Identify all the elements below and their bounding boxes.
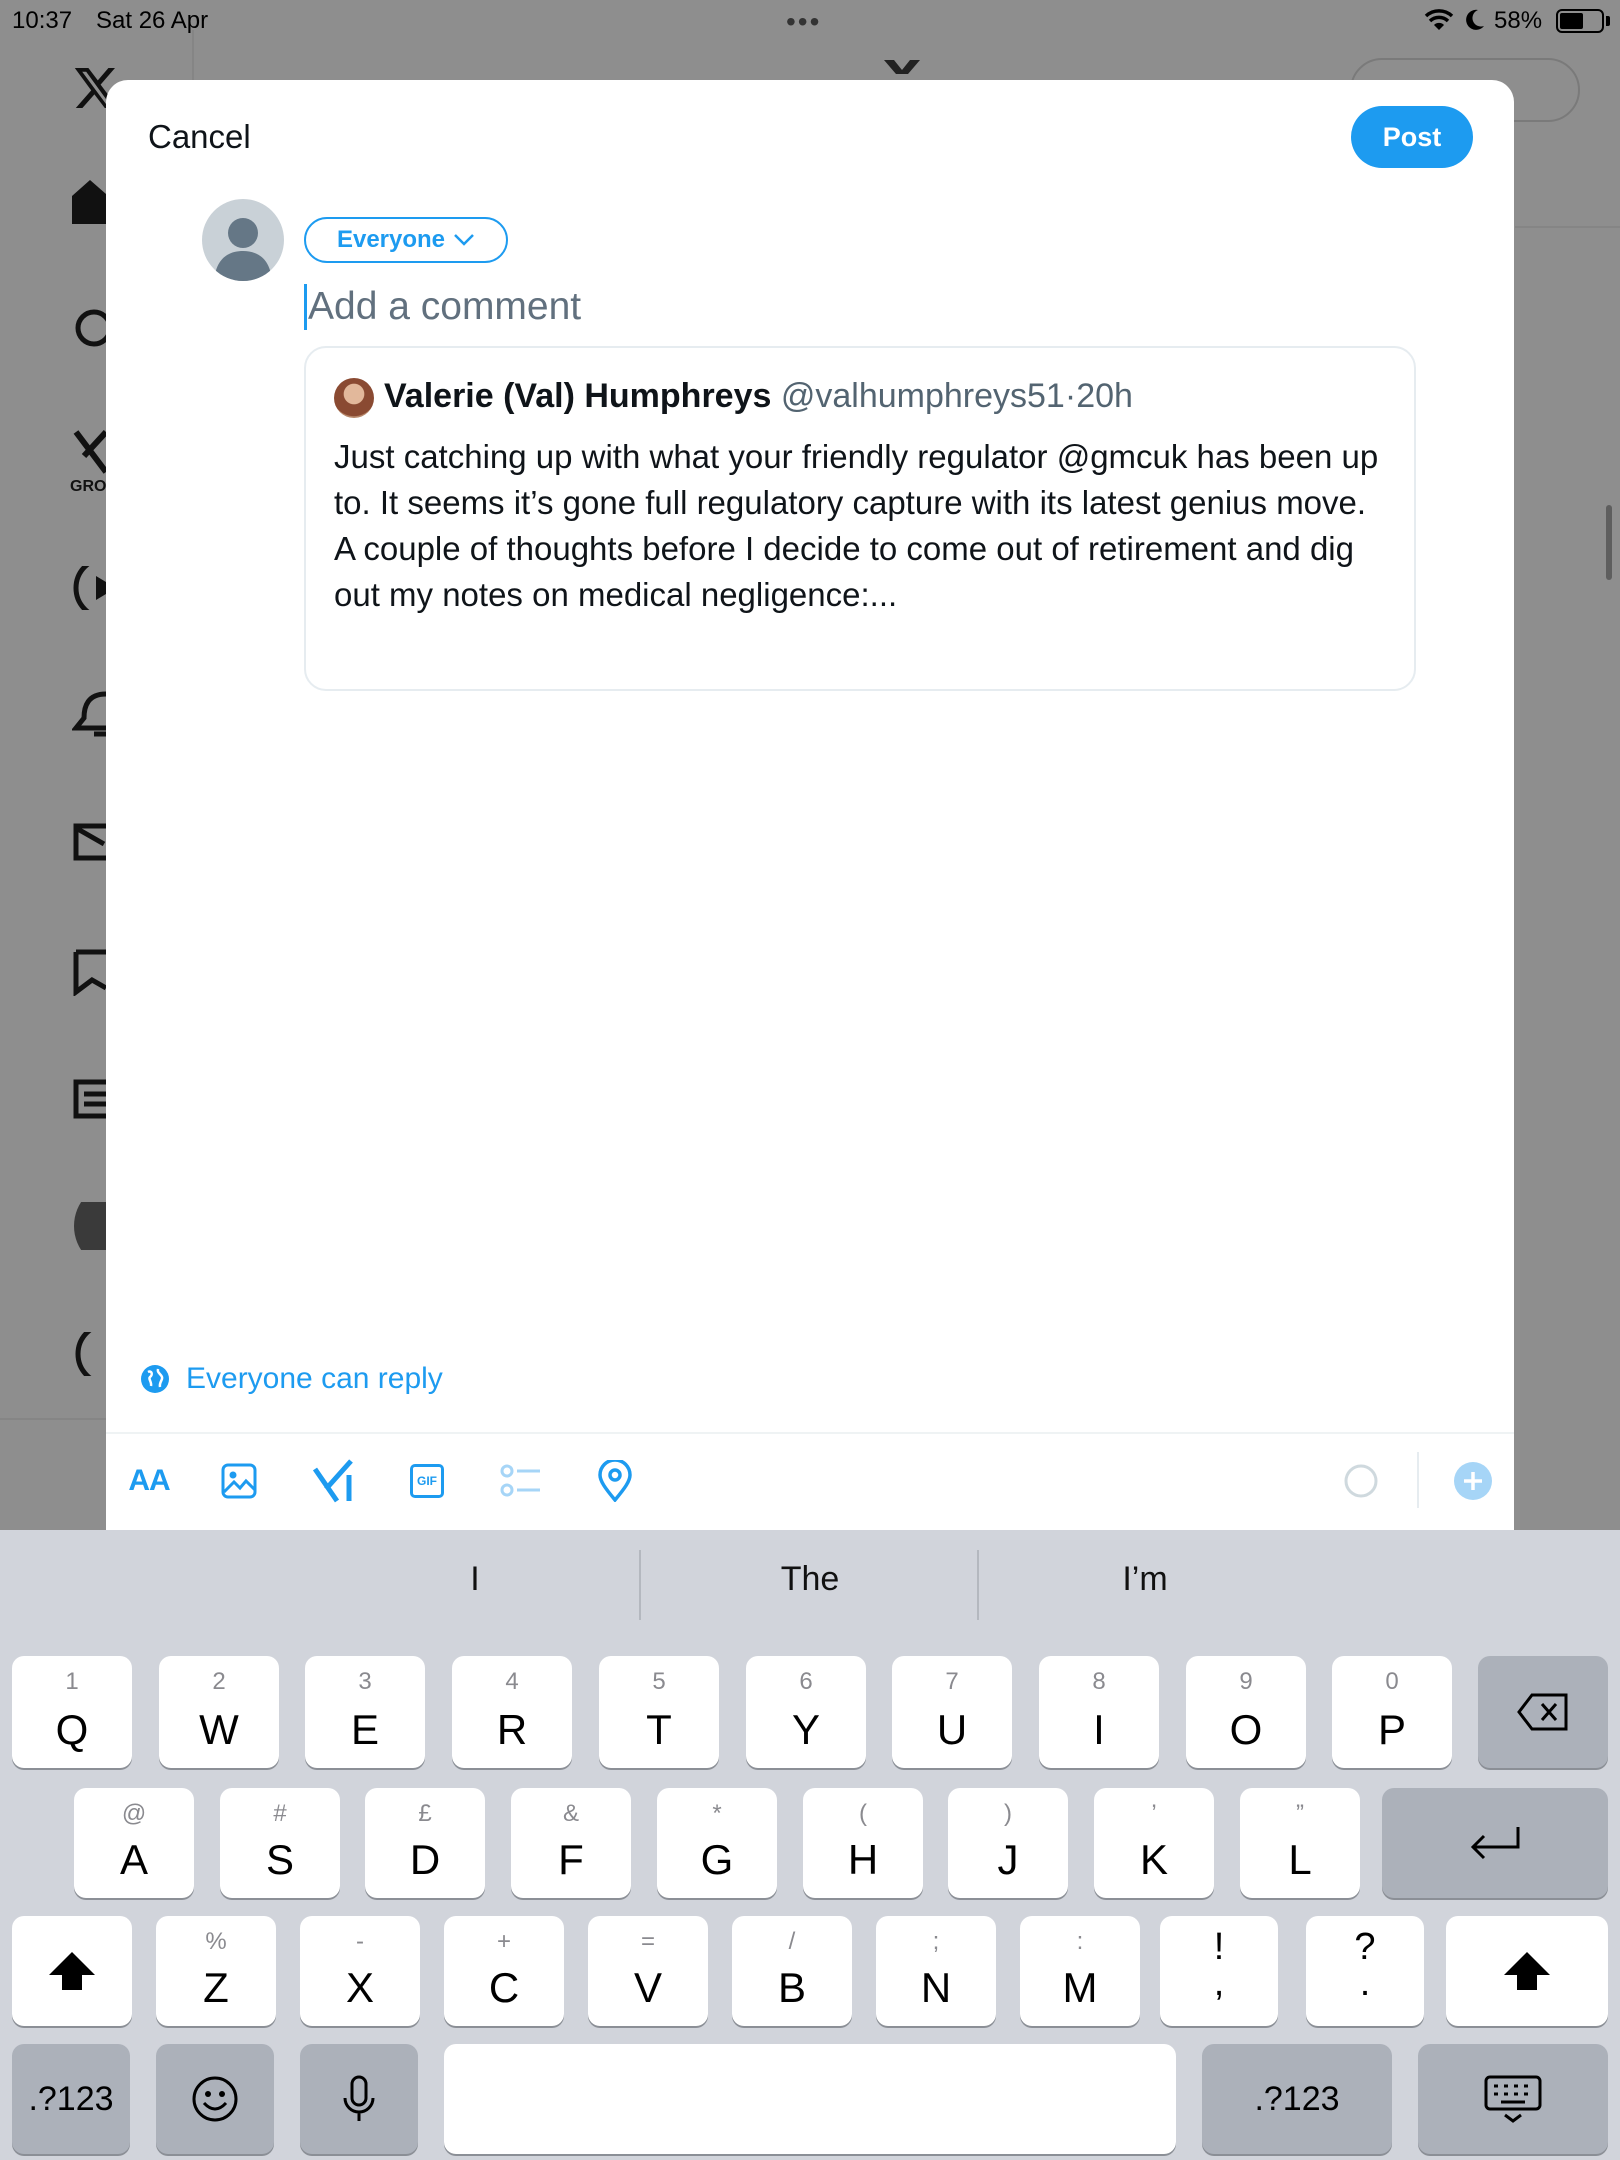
key-hint: 2 — [212, 1668, 226, 1695]
battery-nub — [1606, 16, 1610, 26]
shift-icon — [46, 1949, 98, 1993]
multitasking-dots[interactable]: ••• — [786, 6, 822, 37]
key-a[interactable] — [74, 1788, 194, 1898]
home-icon — [72, 178, 106, 224]
avatar[interactable] — [202, 199, 284, 281]
scrollbar — [1606, 505, 1612, 580]
key-hint: # — [273, 1800, 287, 1827]
key-hint: 5 — [652, 1668, 666, 1695]
x-logo-center-icon — [880, 60, 928, 80]
comment-input[interactable] — [304, 280, 1404, 334]
key-hint: & — [562, 1800, 579, 1827]
key-x[interactable] — [300, 1916, 420, 2026]
dismiss-keyboard-key[interactable] — [1418, 2044, 1608, 2154]
image-button[interactable] — [214, 1456, 264, 1506]
post-button[interactable] — [1351, 106, 1473, 168]
suggestion-divider — [977, 1550, 979, 1620]
return-key[interactable] — [1382, 1788, 1608, 1898]
key-bottom-glyph: , — [1213, 1962, 1225, 2004]
key-hint: * — [712, 1800, 722, 1827]
key-label: W — [199, 1706, 239, 1753]
toolbar-separator — [1417, 1452, 1419, 1508]
punctuation-key-exclamation[interactable] — [1160, 1916, 1278, 2026]
key-m[interactable] — [1020, 1916, 1140, 2026]
key-label: G — [700, 1836, 734, 1883]
key-label: S — [265, 1836, 294, 1883]
numbers-key-label: .?123 — [28, 2079, 114, 2118]
key-label: L — [1288, 1836, 1312, 1883]
on-screen-keyboard — [0, 1530, 1620, 2160]
quoted-author-avatar — [334, 378, 374, 418]
grok-icon — [312, 1459, 354, 1503]
key-hint: ; — [932, 1928, 940, 1955]
post-button-label: Post — [1382, 121, 1442, 152]
battery-fill — [1560, 13, 1583, 29]
grok-label: GRO — [70, 478, 107, 495]
shift-key-left[interactable] — [12, 1916, 132, 2026]
key-hint: 8 — [1092, 1668, 1106, 1695]
key-h[interactable] — [803, 1788, 923, 1898]
quoted-author-handle: @valhumphreys51 — [780, 377, 1065, 415]
key-hint: ’ — [1151, 1800, 1157, 1827]
key-label: Z — [203, 1964, 229, 2011]
toolbar-divider — [106, 1432, 1514, 1434]
key-o[interactable] — [1186, 1656, 1306, 1768]
key-label: H — [847, 1836, 879, 1883]
suggestion-divider — [639, 1550, 641, 1620]
key-hint: @ — [121, 1800, 147, 1827]
sidebar-bottom-divider — [0, 1418, 110, 1420]
key-hint: £ — [418, 1800, 432, 1827]
key-hint: - — [356, 1928, 364, 1955]
return-icon — [1468, 1823, 1522, 1863]
emoji-icon — [191, 2075, 239, 2123]
key-hint: 4 — [505, 1668, 519, 1695]
separator-dot: · — [1064, 377, 1077, 415]
poll-button[interactable] — [496, 1456, 546, 1506]
key-r[interactable] — [452, 1656, 572, 1768]
audience-label: Everyone — [336, 226, 446, 253]
key-b[interactable] — [732, 1916, 852, 2026]
default-avatar-icon — [202, 199, 284, 281]
key-label: Q — [55, 1706, 89, 1753]
dictation-key[interactable] — [300, 2044, 418, 2154]
key-u[interactable] — [892, 1656, 1012, 1768]
delete-key[interactable] — [1478, 1656, 1608, 1768]
image-icon — [220, 1462, 258, 1500]
key-hint: ” — [1296, 1800, 1304, 1827]
grok-icon — [72, 428, 106, 476]
key-top-glyph: ? — [1354, 1926, 1376, 1968]
text-format-icon: AA — [128, 1464, 170, 1497]
reply-setting-button[interactable] — [140, 1362, 443, 1396]
more-icon — [72, 1332, 106, 1376]
key-n[interactable] — [876, 1916, 996, 2026]
video-icon — [72, 566, 106, 610]
character-count — [1336, 1456, 1386, 1506]
key-j[interactable] — [948, 1788, 1068, 1898]
battery-percentage: 58% — [1494, 7, 1543, 34]
shift-key-right[interactable] — [1446, 1916, 1608, 2026]
profile-icon — [70, 1202, 106, 1250]
space-label — [444, 2044, 1176, 2154]
chevron-down-icon — [453, 233, 475, 247]
key-label: M — [1062, 1964, 1098, 2011]
key-label: B — [777, 1964, 806, 2011]
key-label: N — [920, 1964, 952, 2011]
key-hint: = — [640, 1928, 655, 1955]
compose-modal — [106, 80, 1514, 1530]
suggestion[interactable]: I’m — [1122, 1560, 1168, 1598]
poll-icon — [500, 1463, 542, 1499]
keyboard-dismiss-icon — [1483, 2074, 1543, 2124]
key-label: T — [646, 1706, 672, 1753]
location-button[interactable] — [590, 1456, 640, 1506]
key-label: J — [997, 1836, 1019, 1883]
key-label: D — [409, 1836, 441, 1883]
key-label: Y — [791, 1706, 820, 1753]
key-label: V — [633, 1964, 662, 2011]
key-s[interactable] — [220, 1788, 340, 1898]
lists-icon — [72, 1078, 106, 1120]
messages-icon — [72, 822, 106, 862]
key-v[interactable] — [588, 1916, 708, 2026]
location-icon — [597, 1460, 633, 1502]
delete-icon — [1516, 1692, 1570, 1732]
search-icon — [72, 308, 106, 348]
key-top-glyph: ! — [1213, 1926, 1225, 1968]
add-post-icon — [1453, 1461, 1493, 1501]
suggestion[interactable]: The — [780, 1560, 840, 1598]
key-g[interactable] — [657, 1788, 777, 1898]
space-bar[interactable] — [444, 2044, 1176, 2154]
reply-setting-label: Everyone can reply — [186, 1362, 443, 1395]
status-date: Sat 26 Apr — [96, 7, 209, 34]
suggestion[interactable]: I — [470, 1560, 480, 1598]
header-divider — [1515, 226, 1620, 228]
key-bottom-glyph: . — [1359, 1962, 1371, 2004]
key-e[interactable] — [305, 1656, 425, 1768]
key-p[interactable] — [1332, 1656, 1452, 1768]
key-hint: ) — [1004, 1800, 1012, 1827]
gif-label: GIF — [417, 1474, 437, 1488]
status-bar — [0, 0, 1620, 40]
key-f[interactable] — [511, 1788, 631, 1898]
key-w[interactable] — [159, 1656, 279, 1768]
text-format-button[interactable] — [124, 1456, 174, 1506]
bookmarks-icon — [72, 948, 106, 996]
wifi-icon — [1424, 8, 1454, 32]
notifications-icon — [72, 690, 106, 738]
key-i[interactable] — [1039, 1656, 1159, 1768]
battery-icon — [1556, 9, 1604, 33]
key-t[interactable] — [599, 1656, 719, 1768]
character-count-ring-icon — [1343, 1463, 1379, 1499]
gif-button[interactable] — [402, 1456, 452, 1506]
numbers-key-left[interactable] — [12, 2044, 130, 2154]
key-hint: 6 — [799, 1668, 813, 1695]
quoted-post-card[interactable] — [304, 346, 1416, 691]
key-hint: : — [1076, 1928, 1084, 1955]
key-hint: + — [496, 1928, 511, 1955]
text-caret — [304, 284, 307, 330]
grok-button[interactable] — [308, 1456, 358, 1506]
key-z[interactable] — [156, 1916, 276, 2026]
key-l[interactable] — [1240, 1788, 1360, 1898]
key-hint: 3 — [358, 1668, 372, 1695]
quoted-post-paragraph: A couple of thoughts before I decide to come out of retirement and dig out my notes on medical negligence:... — [334, 530, 1354, 613]
key-label: A — [119, 1836, 148, 1883]
key-label: R — [496, 1706, 528, 1753]
key-hint: 1 — [65, 1668, 79, 1695]
globe-icon — [140, 1364, 170, 1394]
key-q[interactable] — [12, 1656, 132, 1768]
key-hint: / — [788, 1928, 796, 1955]
audience-selector[interactable] — [304, 217, 508, 263]
quoted-post-timestamp: 20h — [1076, 377, 1133, 415]
key-label: K — [1139, 1836, 1168, 1883]
key-hint: 0 — [1385, 1668, 1399, 1695]
key-label: P — [1377, 1706, 1406, 1753]
status-time: 10:37 — [12, 7, 73, 34]
emoji-key[interactable] — [156, 2044, 274, 2154]
shift-icon — [1501, 1949, 1553, 1993]
key-d[interactable] — [365, 1788, 485, 1898]
key-label: C — [488, 1964, 520, 2011]
key-label: F — [558, 1836, 584, 1883]
key-hint: % — [205, 1928, 227, 1955]
key-hint: ( — [859, 1800, 867, 1827]
quoted-author-name: Valerie (Val) Humphreys — [384, 377, 772, 415]
punctuation-key-question[interactable] — [1306, 1916, 1424, 2026]
key-label: O — [1229, 1706, 1263, 1753]
predictive-suggestions — [0, 1530, 1620, 1638]
key-label: E — [350, 1706, 379, 1753]
key-label: X — [345, 1964, 374, 2011]
focus-moon-icon — [1462, 8, 1486, 32]
cancel-button[interactable]: Cancel — [148, 118, 251, 155]
add-post-button[interactable] — [1448, 1456, 1498, 1506]
gif-icon — [410, 1464, 444, 1498]
key-hint: 7 — [945, 1668, 959, 1695]
quoted-post-paragraph: Just catching up with what your friendly regulator @gmcuk has been up to. It seems it’s gone full regulatory capture with its latest genius move. — [334, 438, 1379, 521]
key-k[interactable] — [1094, 1788, 1214, 1898]
key-c[interactable] — [444, 1916, 564, 2026]
key-label: I — [1093, 1706, 1105, 1753]
quoted-post-text — [334, 434, 1394, 618]
numbers-key-label: .?123 — [1254, 2079, 1340, 2118]
numbers-key-right[interactable] — [1202, 2044, 1392, 2154]
quoted-post-header — [384, 377, 1133, 416]
key-hint: 9 — [1239, 1668, 1253, 1695]
key-label: U — [936, 1706, 968, 1753]
microphone-icon — [341, 2074, 377, 2124]
key-y[interactable] — [746, 1656, 866, 1768]
